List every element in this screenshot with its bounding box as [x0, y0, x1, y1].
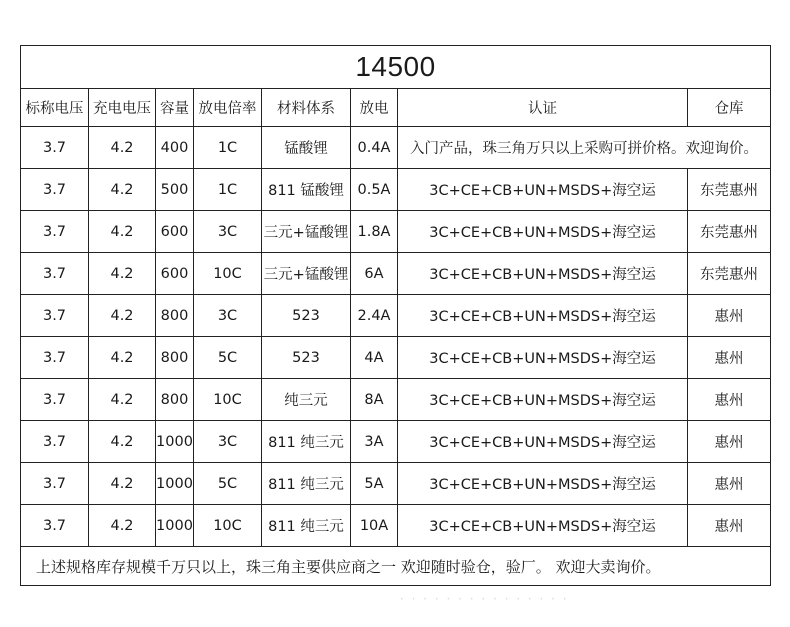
table-row — [21, 211, 771, 253]
table-row — [21, 505, 771, 547]
charge-voltage-cell: 4.2 — [89, 505, 156, 547]
capacity-cell: 600 — [156, 211, 194, 253]
faint-watermark: · · · · · · · · · · · · · · · — [400, 592, 569, 606]
material-cell: 三元+锰酸锂 — [262, 253, 351, 295]
discharge-rate-cell: 10C — [194, 253, 262, 295]
discharge-rate-cell: 10C — [194, 505, 262, 547]
discharge-cell: 10A — [351, 505, 398, 547]
header-row — [21, 89, 771, 127]
discharge-cell: 8A — [351, 379, 398, 421]
charge-voltage-cell: 4.2 — [89, 295, 156, 337]
header-discharge-rate: 放电倍率 — [194, 89, 262, 127]
header-capacity: 容量 — [156, 89, 194, 127]
capacity-cell: 1000 — [156, 463, 194, 505]
header-warehouse: 仓库 — [688, 89, 771, 127]
material-cell: 三元+锰酸锂 — [262, 211, 351, 253]
discharge-cell: 3A — [351, 421, 398, 463]
certification-cell: 3C+CE+CB+UN+MSDS+海空运 — [398, 169, 688, 211]
spec-table — [20, 45, 771, 586]
warehouse-cell: 惠州 — [688, 337, 771, 379]
nominal-voltage-cell: 3.7 — [21, 127, 89, 169]
material-cell: 523 — [262, 337, 351, 379]
certification-cell: 3C+CE+CB+UN+MSDS+海空运 — [398, 463, 688, 505]
charge-voltage-cell: 4.2 — [89, 169, 156, 211]
table-row — [21, 295, 771, 337]
capacity-cell: 800 — [156, 337, 194, 379]
certification-cell: 3C+CE+CB+UN+MSDS+海空运 — [398, 211, 688, 253]
material-cell: 811 锰酸锂 — [262, 169, 351, 211]
nominal-voltage-cell: 3.7 — [21, 337, 89, 379]
capacity-cell: 1000 — [156, 421, 194, 463]
nominal-voltage-cell: 3.7 — [21, 253, 89, 295]
note-cell: 入门产品，珠三角万只以上采购可拼价格。欢迎询价。 — [398, 127, 771, 169]
discharge-rate-cell: 3C — [194, 211, 262, 253]
certification-cell: 3C+CE+CB+UN+MSDS+海空运 — [398, 337, 688, 379]
certification-cell: 3C+CE+CB+UN+MSDS+海空运 — [398, 421, 688, 463]
discharge-rate-cell: 10C — [194, 379, 262, 421]
warehouse-cell: 惠州 — [688, 505, 771, 547]
nominal-voltage-cell: 3.7 — [21, 295, 89, 337]
warehouse-cell: 东莞惠州 — [688, 253, 771, 295]
discharge-rate-cell: 5C — [194, 463, 262, 505]
nominal-voltage-cell: 3.7 — [21, 463, 89, 505]
capacity-cell: 600 — [156, 253, 194, 295]
warehouse-cell: 惠州 — [688, 295, 771, 337]
discharge-rate-cell: 3C — [194, 295, 262, 337]
capacity-cell: 800 — [156, 379, 194, 421]
footer-row — [21, 547, 771, 586]
material-cell: 锰酸锂 — [262, 127, 351, 169]
discharge-cell: 0.4A — [351, 127, 398, 169]
nominal-voltage-cell: 3.7 — [21, 169, 89, 211]
warehouse-cell: 惠州 — [688, 421, 771, 463]
discharge-cell: 1.8A — [351, 211, 398, 253]
charge-voltage-cell: 4.2 — [89, 421, 156, 463]
certification-cell: 3C+CE+CB+UN+MSDS+海空运 — [398, 295, 688, 337]
header-discharge: 放电 — [351, 89, 398, 127]
table-row — [21, 463, 771, 505]
warehouse-cell: 惠州 — [688, 379, 771, 421]
charge-voltage-cell: 4.2 — [89, 379, 156, 421]
header-material: 材料体系 — [262, 89, 351, 127]
table-row — [21, 253, 771, 295]
warehouse-cell: 惠州 — [688, 463, 771, 505]
material-cell: 811 纯三元 — [262, 505, 351, 547]
nominal-voltage-cell: 3.7 — [21, 211, 89, 253]
charge-voltage-cell: 4.2 — [89, 127, 156, 169]
discharge-cell: 0.5A — [351, 169, 398, 211]
discharge-cell: 6A — [351, 253, 398, 295]
charge-voltage-cell: 4.2 — [89, 337, 156, 379]
discharge-rate-cell: 1C — [194, 169, 262, 211]
table-title: 14500 — [21, 46, 771, 89]
charge-voltage-cell: 4.2 — [89, 211, 156, 253]
capacity-cell: 400 — [156, 127, 194, 169]
nominal-voltage-cell: 3.7 — [21, 505, 89, 547]
header-charge-voltage: 充电电压 — [89, 89, 156, 127]
table-row — [21, 169, 771, 211]
discharge-cell: 2.4A — [351, 295, 398, 337]
material-cell: 纯三元 — [262, 379, 351, 421]
discharge-rate-cell: 5C — [194, 337, 262, 379]
discharge-rate-cell: 3C — [194, 421, 262, 463]
table-row — [21, 127, 771, 169]
discharge-rate-cell: 1C — [194, 127, 262, 169]
charge-voltage-cell: 4.2 — [89, 253, 156, 295]
charge-voltage-cell: 4.2 — [89, 463, 156, 505]
header-nominal-voltage: 标称电压 — [21, 89, 89, 127]
material-cell: 811 纯三元 — [262, 421, 351, 463]
table-row — [21, 337, 771, 379]
certification-cell: 3C+CE+CB+UN+MSDS+海空运 — [398, 379, 688, 421]
material-cell: 523 — [262, 295, 351, 337]
warehouse-cell: 东莞惠州 — [688, 211, 771, 253]
material-cell: 811 纯三元 — [262, 463, 351, 505]
certification-cell: 3C+CE+CB+UN+MSDS+海空运 — [398, 253, 688, 295]
capacity-cell: 800 — [156, 295, 194, 337]
footer-note: 上述规格库存规模千万只以上，珠三角主要供应商之一 欢迎随时验仓，验厂。 欢迎大卖询价。 — [21, 547, 771, 586]
capacity-cell: 500 — [156, 169, 194, 211]
title-row — [21, 46, 771, 89]
capacity-cell: 1000 — [156, 505, 194, 547]
warehouse-cell: 东莞惠州 — [688, 169, 771, 211]
table-row — [21, 379, 771, 421]
certification-cell: 3C+CE+CB+UN+MSDS+海空运 — [398, 505, 688, 547]
nominal-voltage-cell: 3.7 — [21, 379, 89, 421]
table-row — [21, 421, 771, 463]
discharge-cell: 4A — [351, 337, 398, 379]
header-certification: 认证 — [398, 89, 688, 127]
nominal-voltage-cell: 3.7 — [21, 421, 89, 463]
discharge-cell: 5A — [351, 463, 398, 505]
